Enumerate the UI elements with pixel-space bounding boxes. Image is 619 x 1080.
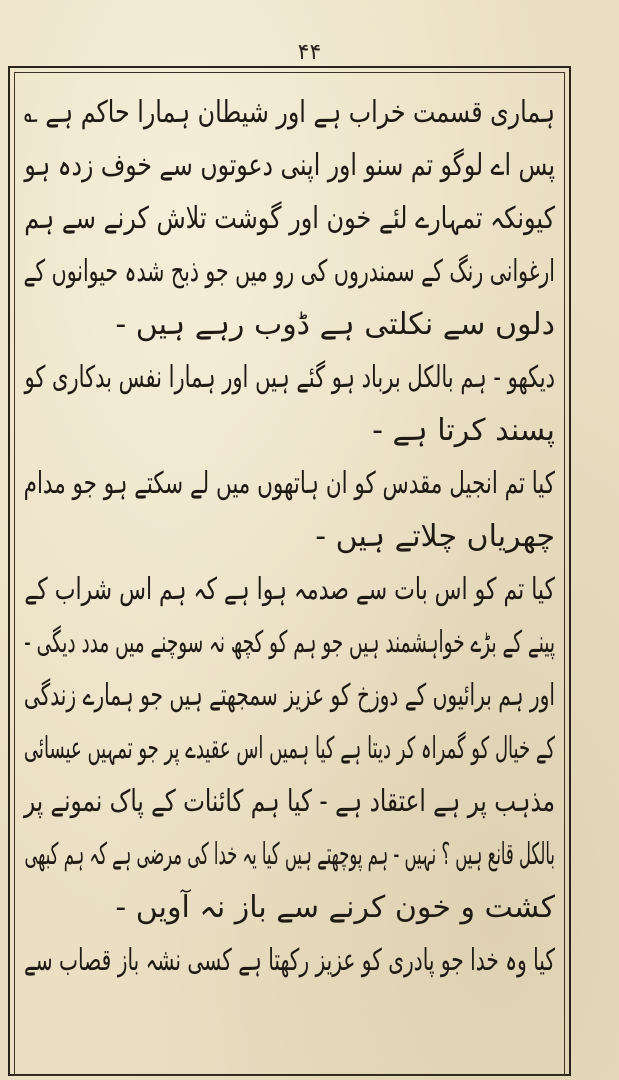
text-line: کیا تم انجیل مقدس کو ان ہاتھوں میں لے سکتے ہو جو مدام [23,466,555,501]
text-line: ارغوانی رنگ کے سمندروں کی رو میں جو ذبح شدہ حیوانوں کے [23,254,555,289]
text-line: کے خیال کو گمراہ کر دیتا ہے کیا ہمیں اس عقیدے پر جو تمہیں عیسائی [23,731,555,766]
text-line: دیکھو - ہم بالکل برباد ہو گئے ہیں اور ہمارا نفس بدکاری کو [24,360,556,395]
text-line: بالکل قانع ہیں ؟ نہیں - ہم پوچھتے ہیں کیا یہ خدا کی مرضی ہے کہ ہم کبھی [24,837,555,872]
page-number: ۴۴ [297,40,322,65]
text-line: پسند کرتا ہے - [372,413,555,448]
text-line: کیا تم کو اس بات سے صدمہ ہوا ہے کہ ہم اس شراب کے [24,572,555,607]
text-line: کیا وہ خدا جو پادری کو عزیز رکھتا ہے کسی نشہ باز قصاب سے [23,943,555,978]
text-line: اور ہم برائیوں کے دوزخ کو عزیز سمجھتے ہیں جو ہمارے زندگی [23,678,556,713]
text-line: ہماری قسمت خراب ہے اور شیطان ہمارا حاکم ہے ؎ [23,95,555,130]
text-line: کیونکہ تمہارے لئے خون اور گوشت تلاش کرنے سے ہم [24,201,555,236]
text-line: دلوں سے نکلتی ہے ڈوب رہے ہیں - [115,307,555,342]
text-line: چھریاں چلاتے ہیں - [315,519,555,554]
text-line: کشت و خون کرنے سے باز نہ آویں - [115,890,555,925]
body-text [24,86,555,987]
text-line: پس اے لوگو تم سنو اور اپنی دعوتوں سے خوف زدہ ہو [24,148,555,183]
text-line: پینے کے بڑے خواہشمند ہیں جو ہم کو کچھ نہ سوچنے میں مدد دیگی - [24,625,555,660]
text-line: مذہب پر ہے اعتقاد ہے - کیا ہم کائنات کے پاک نمونے پر [23,784,555,819]
